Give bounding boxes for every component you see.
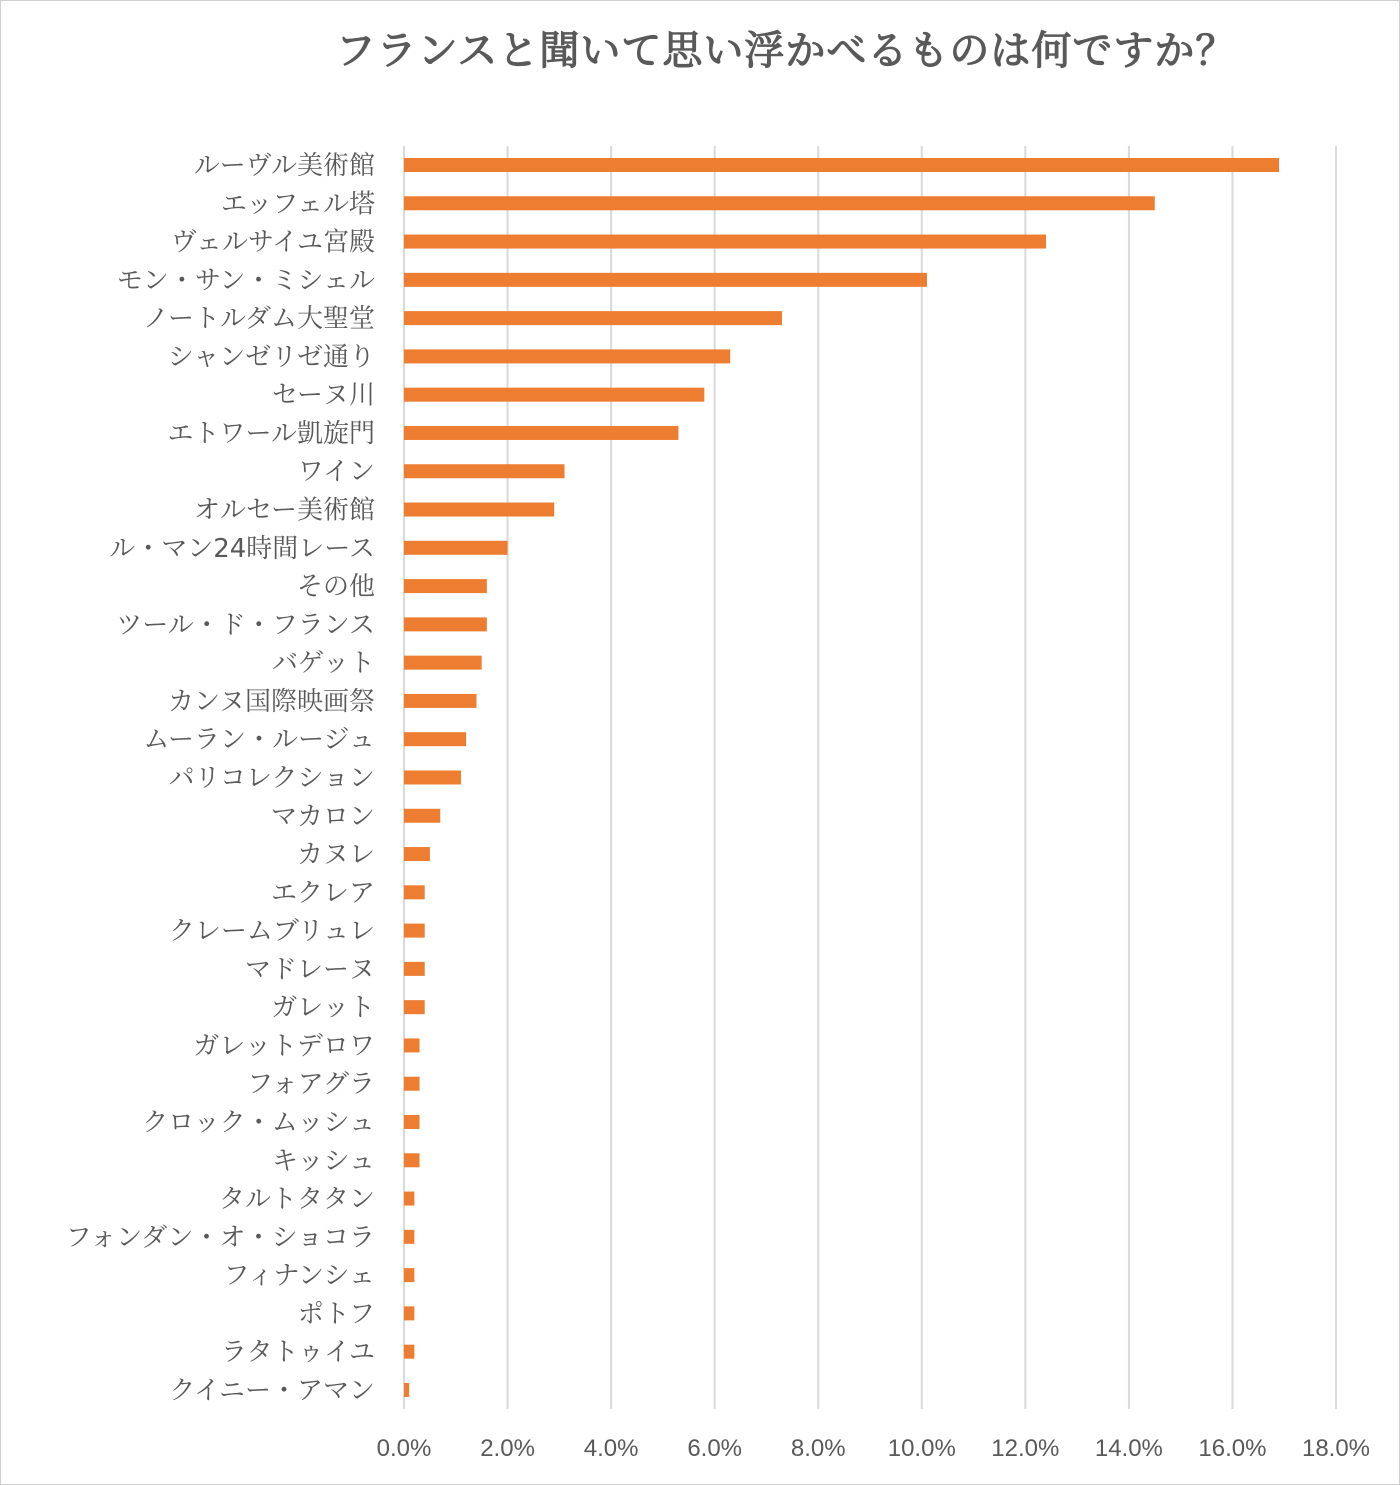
category-label: ガレットデロワ bbox=[193, 1031, 375, 1062]
category-label: セーヌ川 bbox=[272, 380, 375, 411]
category-label: ノートルダム大聖堂 bbox=[142, 304, 375, 335]
category-label: クイニー・アマン bbox=[169, 1375, 375, 1406]
category-label: エッフェル塔 bbox=[220, 189, 375, 220]
bar bbox=[404, 1230, 414, 1244]
bar bbox=[404, 1383, 409, 1397]
bar bbox=[404, 1000, 425, 1014]
category-labels bbox=[66, 151, 375, 1406]
bar bbox=[404, 1038, 420, 1052]
bar bbox=[404, 1077, 420, 1091]
category-label: ル・マン24時間レース bbox=[109, 533, 375, 564]
bar bbox=[404, 196, 1155, 210]
category-label: ムーラン・ルージュ bbox=[143, 725, 375, 756]
bar bbox=[404, 388, 704, 402]
bar bbox=[404, 235, 1046, 249]
category-label: カンヌ国際映画祭 bbox=[168, 686, 375, 717]
bar bbox=[404, 158, 1279, 172]
bar bbox=[404, 617, 487, 631]
category-label: オルセー美術館 bbox=[194, 495, 375, 526]
bar bbox=[404, 349, 730, 363]
x-tick-label: 16.0% bbox=[1198, 1435, 1267, 1462]
category-label: ヴェルサイユ宮殿 bbox=[170, 227, 375, 258]
bar bbox=[404, 541, 508, 555]
chart-title: フランスと聞いて思い浮かべるものは何ですか？ bbox=[335, 28, 1237, 74]
bar bbox=[404, 1153, 420, 1167]
bar bbox=[404, 1115, 420, 1129]
bar bbox=[404, 694, 476, 708]
category-label: フィナンシェ bbox=[223, 1261, 375, 1292]
bar bbox=[404, 847, 430, 861]
bar bbox=[404, 311, 782, 325]
category-label: エトワール凱旋門 bbox=[167, 418, 375, 449]
bar bbox=[404, 426, 678, 440]
bar bbox=[404, 273, 927, 287]
gridlines bbox=[404, 146, 1336, 1409]
category-label: ラタトゥイユ bbox=[220, 1337, 375, 1368]
category-label: エクレア bbox=[270, 878, 375, 909]
category-label: フォアグラ bbox=[247, 1069, 375, 1100]
category-label: クロック・ムッシュ bbox=[142, 1108, 375, 1138]
bar bbox=[404, 579, 487, 593]
category-label: マカロン bbox=[270, 801, 375, 832]
x-tick-label: 4.0% bbox=[583, 1435, 639, 1462]
bar bbox=[404, 464, 565, 478]
x-tick-label: 18.0% bbox=[1301, 1435, 1371, 1462]
bar bbox=[404, 962, 425, 976]
x-tick-label: 0.0% bbox=[376, 1435, 432, 1462]
category-label: ツール・ド・フランス bbox=[116, 610, 375, 641]
category-label: モン・サン・ミシェル bbox=[116, 265, 375, 296]
category-label: ポトフ bbox=[297, 1299, 375, 1330]
bars bbox=[404, 158, 1279, 1397]
bar bbox=[404, 1306, 414, 1320]
category-label: タルトタタン bbox=[218, 1184, 375, 1215]
category-label: ワイン bbox=[297, 457, 375, 488]
x-tick-label: 2.0% bbox=[480, 1435, 535, 1462]
category-label: ガレット bbox=[271, 993, 375, 1024]
category-label: シャンゼリゼ通り bbox=[167, 342, 375, 373]
bar bbox=[404, 1345, 414, 1359]
x-tick-label: 10.0% bbox=[887, 1435, 956, 1462]
category-label: クレームブリュレ bbox=[168, 916, 375, 947]
x-tick-label: 8.0% bbox=[790, 1435, 846, 1462]
x-tick-label: 6.0% bbox=[687, 1435, 743, 1462]
bar bbox=[404, 809, 440, 823]
bar bbox=[404, 770, 461, 784]
category-label: ルーヴル美術館 bbox=[193, 151, 375, 181]
category-label: バゲット bbox=[272, 648, 375, 679]
category-label: パリコレクション bbox=[168, 763, 375, 794]
x-tick-label: 12.0% bbox=[991, 1435, 1060, 1462]
bar bbox=[404, 1268, 414, 1282]
category-label: その他 bbox=[296, 572, 375, 603]
bar bbox=[404, 885, 425, 899]
category-label: キッシュ bbox=[272, 1146, 375, 1177]
category-label: カヌレ bbox=[296, 840, 375, 871]
bar bbox=[404, 503, 554, 517]
bar bbox=[404, 732, 466, 746]
x-axis-tick-labels bbox=[377, 1435, 1370, 1462]
bar bbox=[404, 924, 425, 938]
bar-chart bbox=[1, 1, 1399, 1484]
category-label: フォンダン・オ・ショコラ bbox=[65, 1222, 375, 1253]
category-label: マドレーヌ bbox=[244, 954, 375, 985]
bar bbox=[404, 1192, 414, 1206]
bar bbox=[404, 656, 482, 670]
x-tick-label: 14.0% bbox=[1094, 1435, 1163, 1462]
